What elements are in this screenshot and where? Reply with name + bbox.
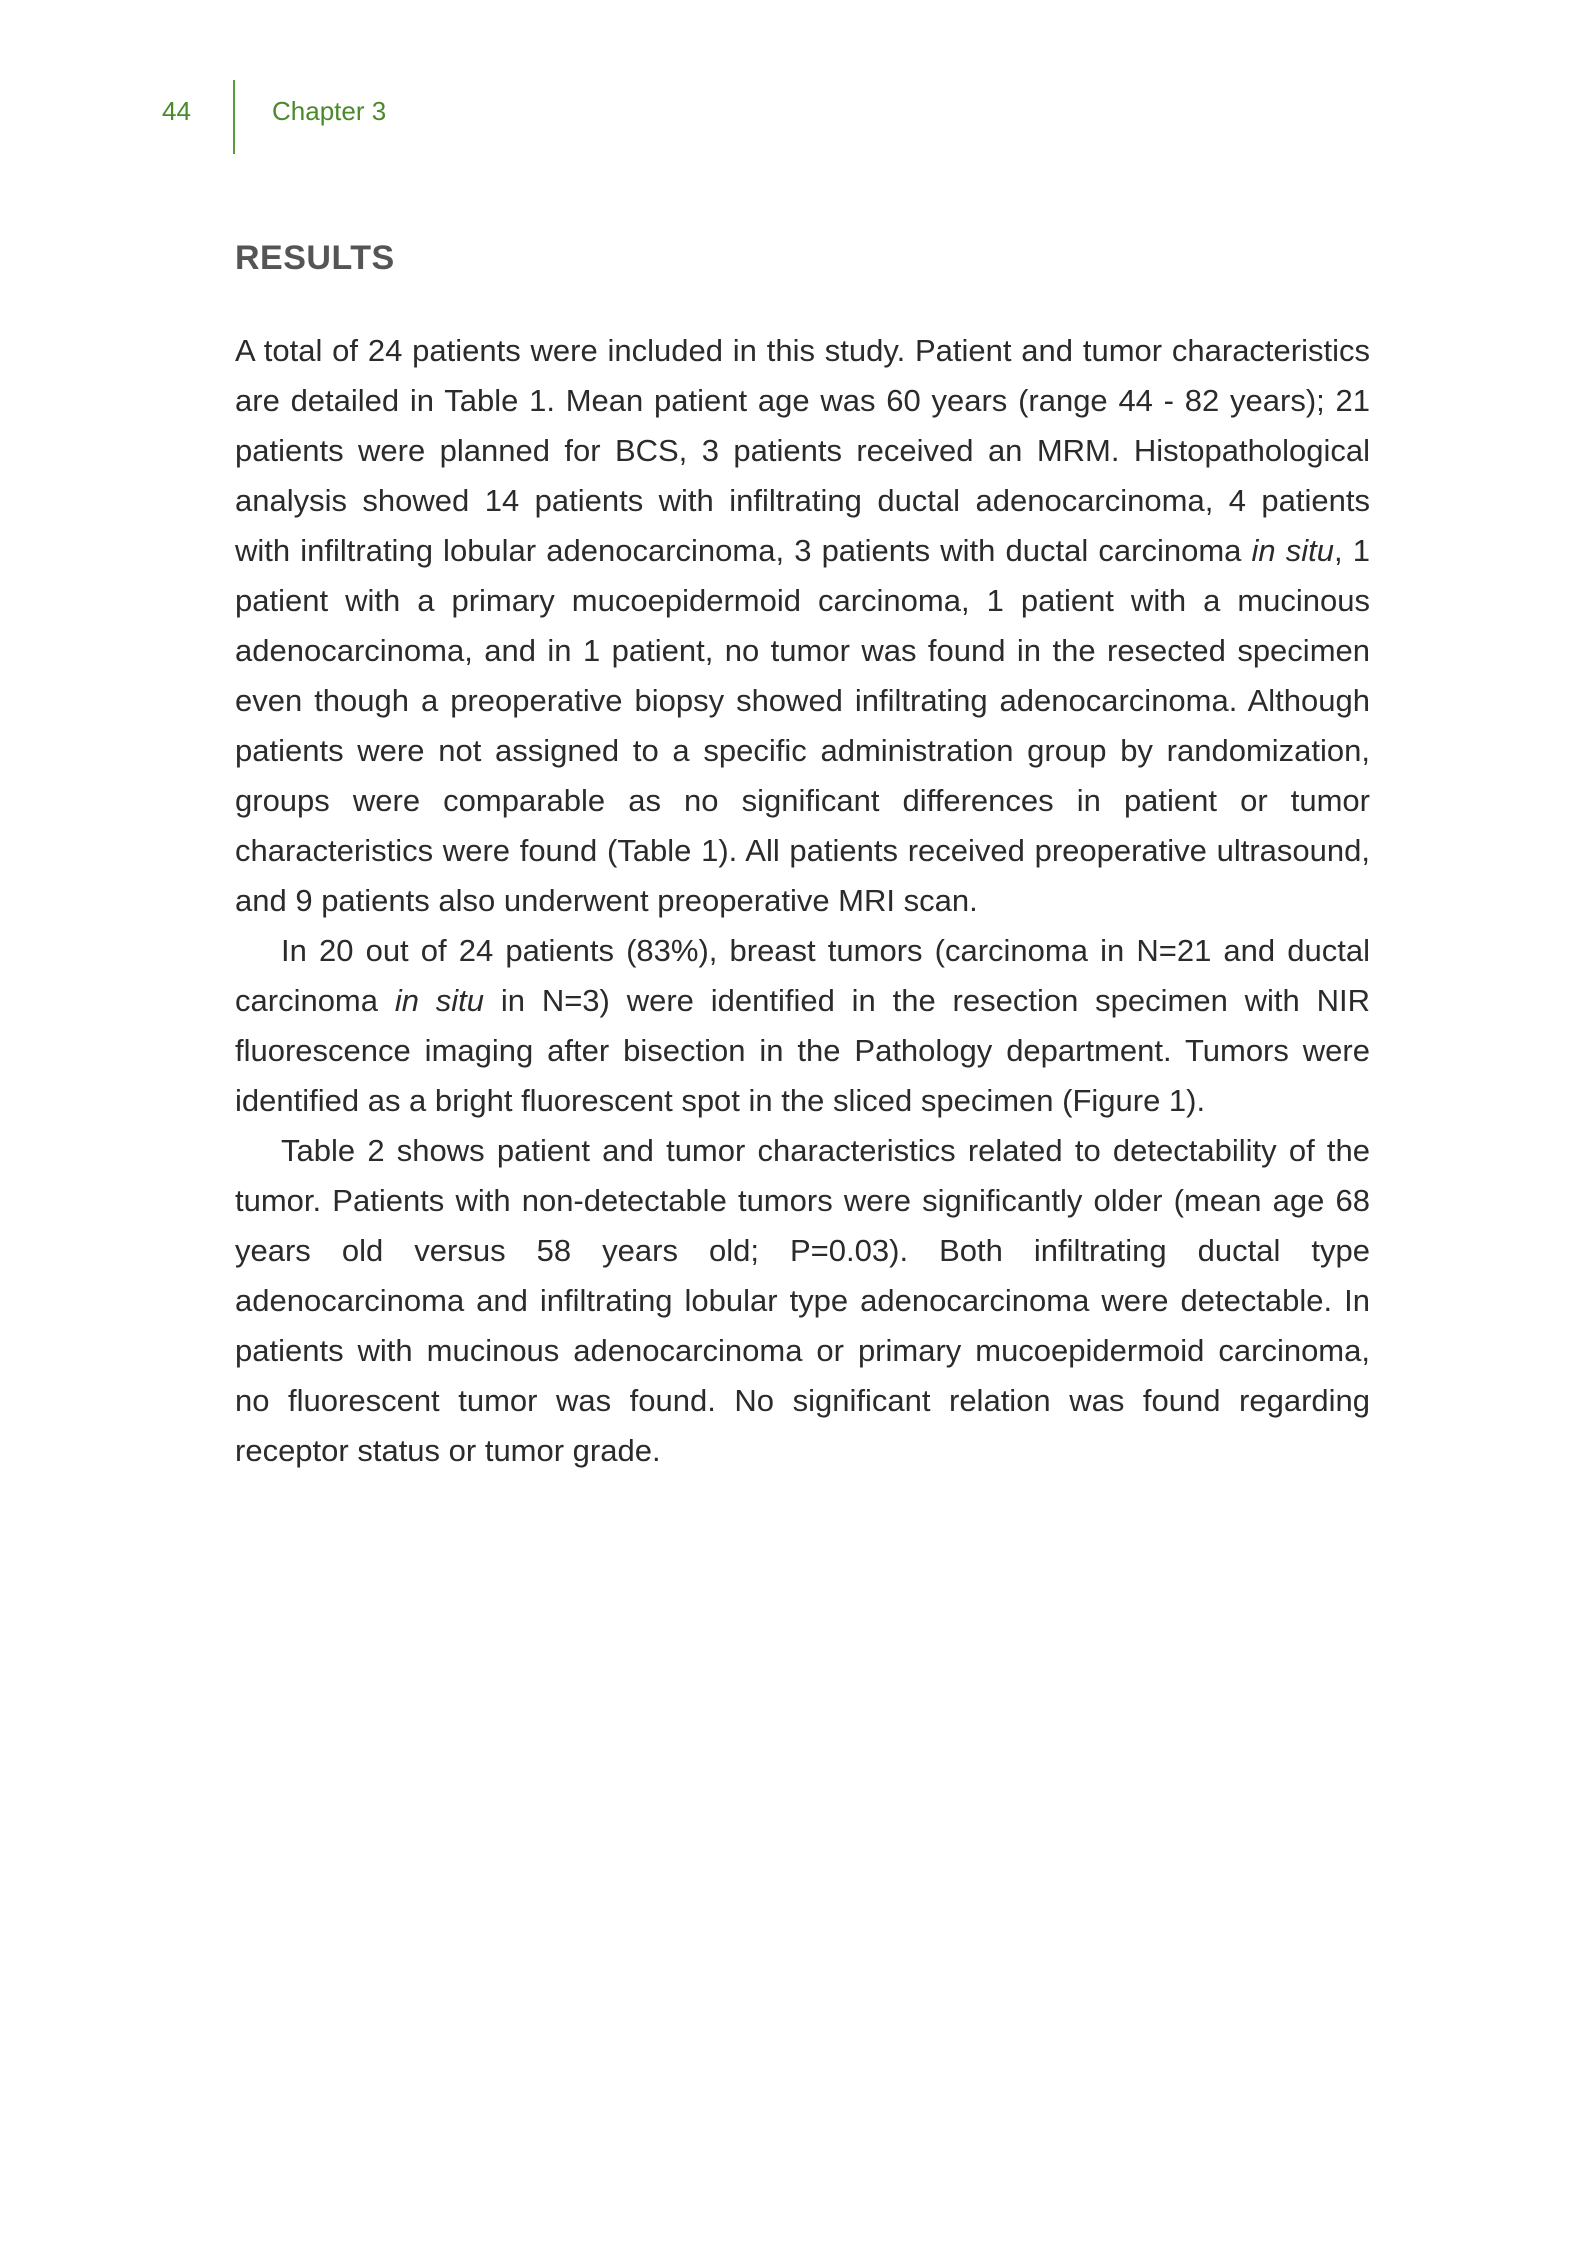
paragraph-2-text-b: in N=3) were identified in the resection specimen with NIR fluorescence imaging after bisection in the Pathology department. Tumors were identified as a bright fluorescent spot in the sliced specimen (Figure 1). <box>235 983 1370 1118</box>
paragraph-2-text-a: In 20 out of 24 patients (83%), breast tumors (carcinoma in N=21 and ductal carcinoma <box>235 933 1370 1018</box>
paragraph-1-text-a: A total of 24 patients were included in this study. Patient and tumor characteristics are detailed in Table 1. Mean patient age was 60 years (range 44 - 82 years); 21 patients were planned for BCS, 3 patients received an MRM. Histopathological analysis showed 14 patients with infiltrating ductal adenocarcinoma, 4 patients with infiltrating lobular adenocarcinoma, 3 patients with ductal carcinoma <box>235 333 1370 568</box>
paragraph-1-text-b: , 1 patient with a primary mucoepidermoid carcinoma, 1 patient with a mucinous adenocarcinoma, and in 1 patient, no tumor was found in the resected specimen even though a preoperative biopsy showed infiltrating adenocarcinoma. Although patients were not assigned to a specific administration group by randomization, groups were comparable as no significant differences in patient or tumor characteristics were found (Table 1). All patients received preoperative ultrasound, and 9 patients also underwent preoperative MRI scan. <box>235 533 1370 918</box>
paragraph-3-text: Table 2 shows patient and tumor characteristics related to detectability of the tumor. Patients with non-detectable tumors were significantly older (mean age 68 years old versus 58 years old; P=0.03). Both infiltrating ductal type adenocarcinoma and infiltrating lobular type adenocarcinoma were detectable. In patients with mucinous adenocarcinoma or primary mucoepidermoid carcinoma, no fluorescent tumor was found. No significant relation was found regarding receptor status or tumor grade. <box>235 1133 1370 1468</box>
paragraph-2-italic-term: in situ <box>394 983 485 1018</box>
section-heading: RESULTS <box>235 239 395 277</box>
paragraph-1-italic-term: in situ <box>1251 533 1335 568</box>
paragraph-1 <box>235 326 1370 926</box>
page-number: 44 <box>162 96 191 126</box>
main-content <box>235 230 1370 1476</box>
chapter-label: Chapter 3 <box>272 96 387 126</box>
running-head <box>0 0 1593 160</box>
paragraph-3 <box>235 1126 1370 1476</box>
header-divider <box>233 80 235 154</box>
paragraph-2 <box>235 926 1370 1126</box>
